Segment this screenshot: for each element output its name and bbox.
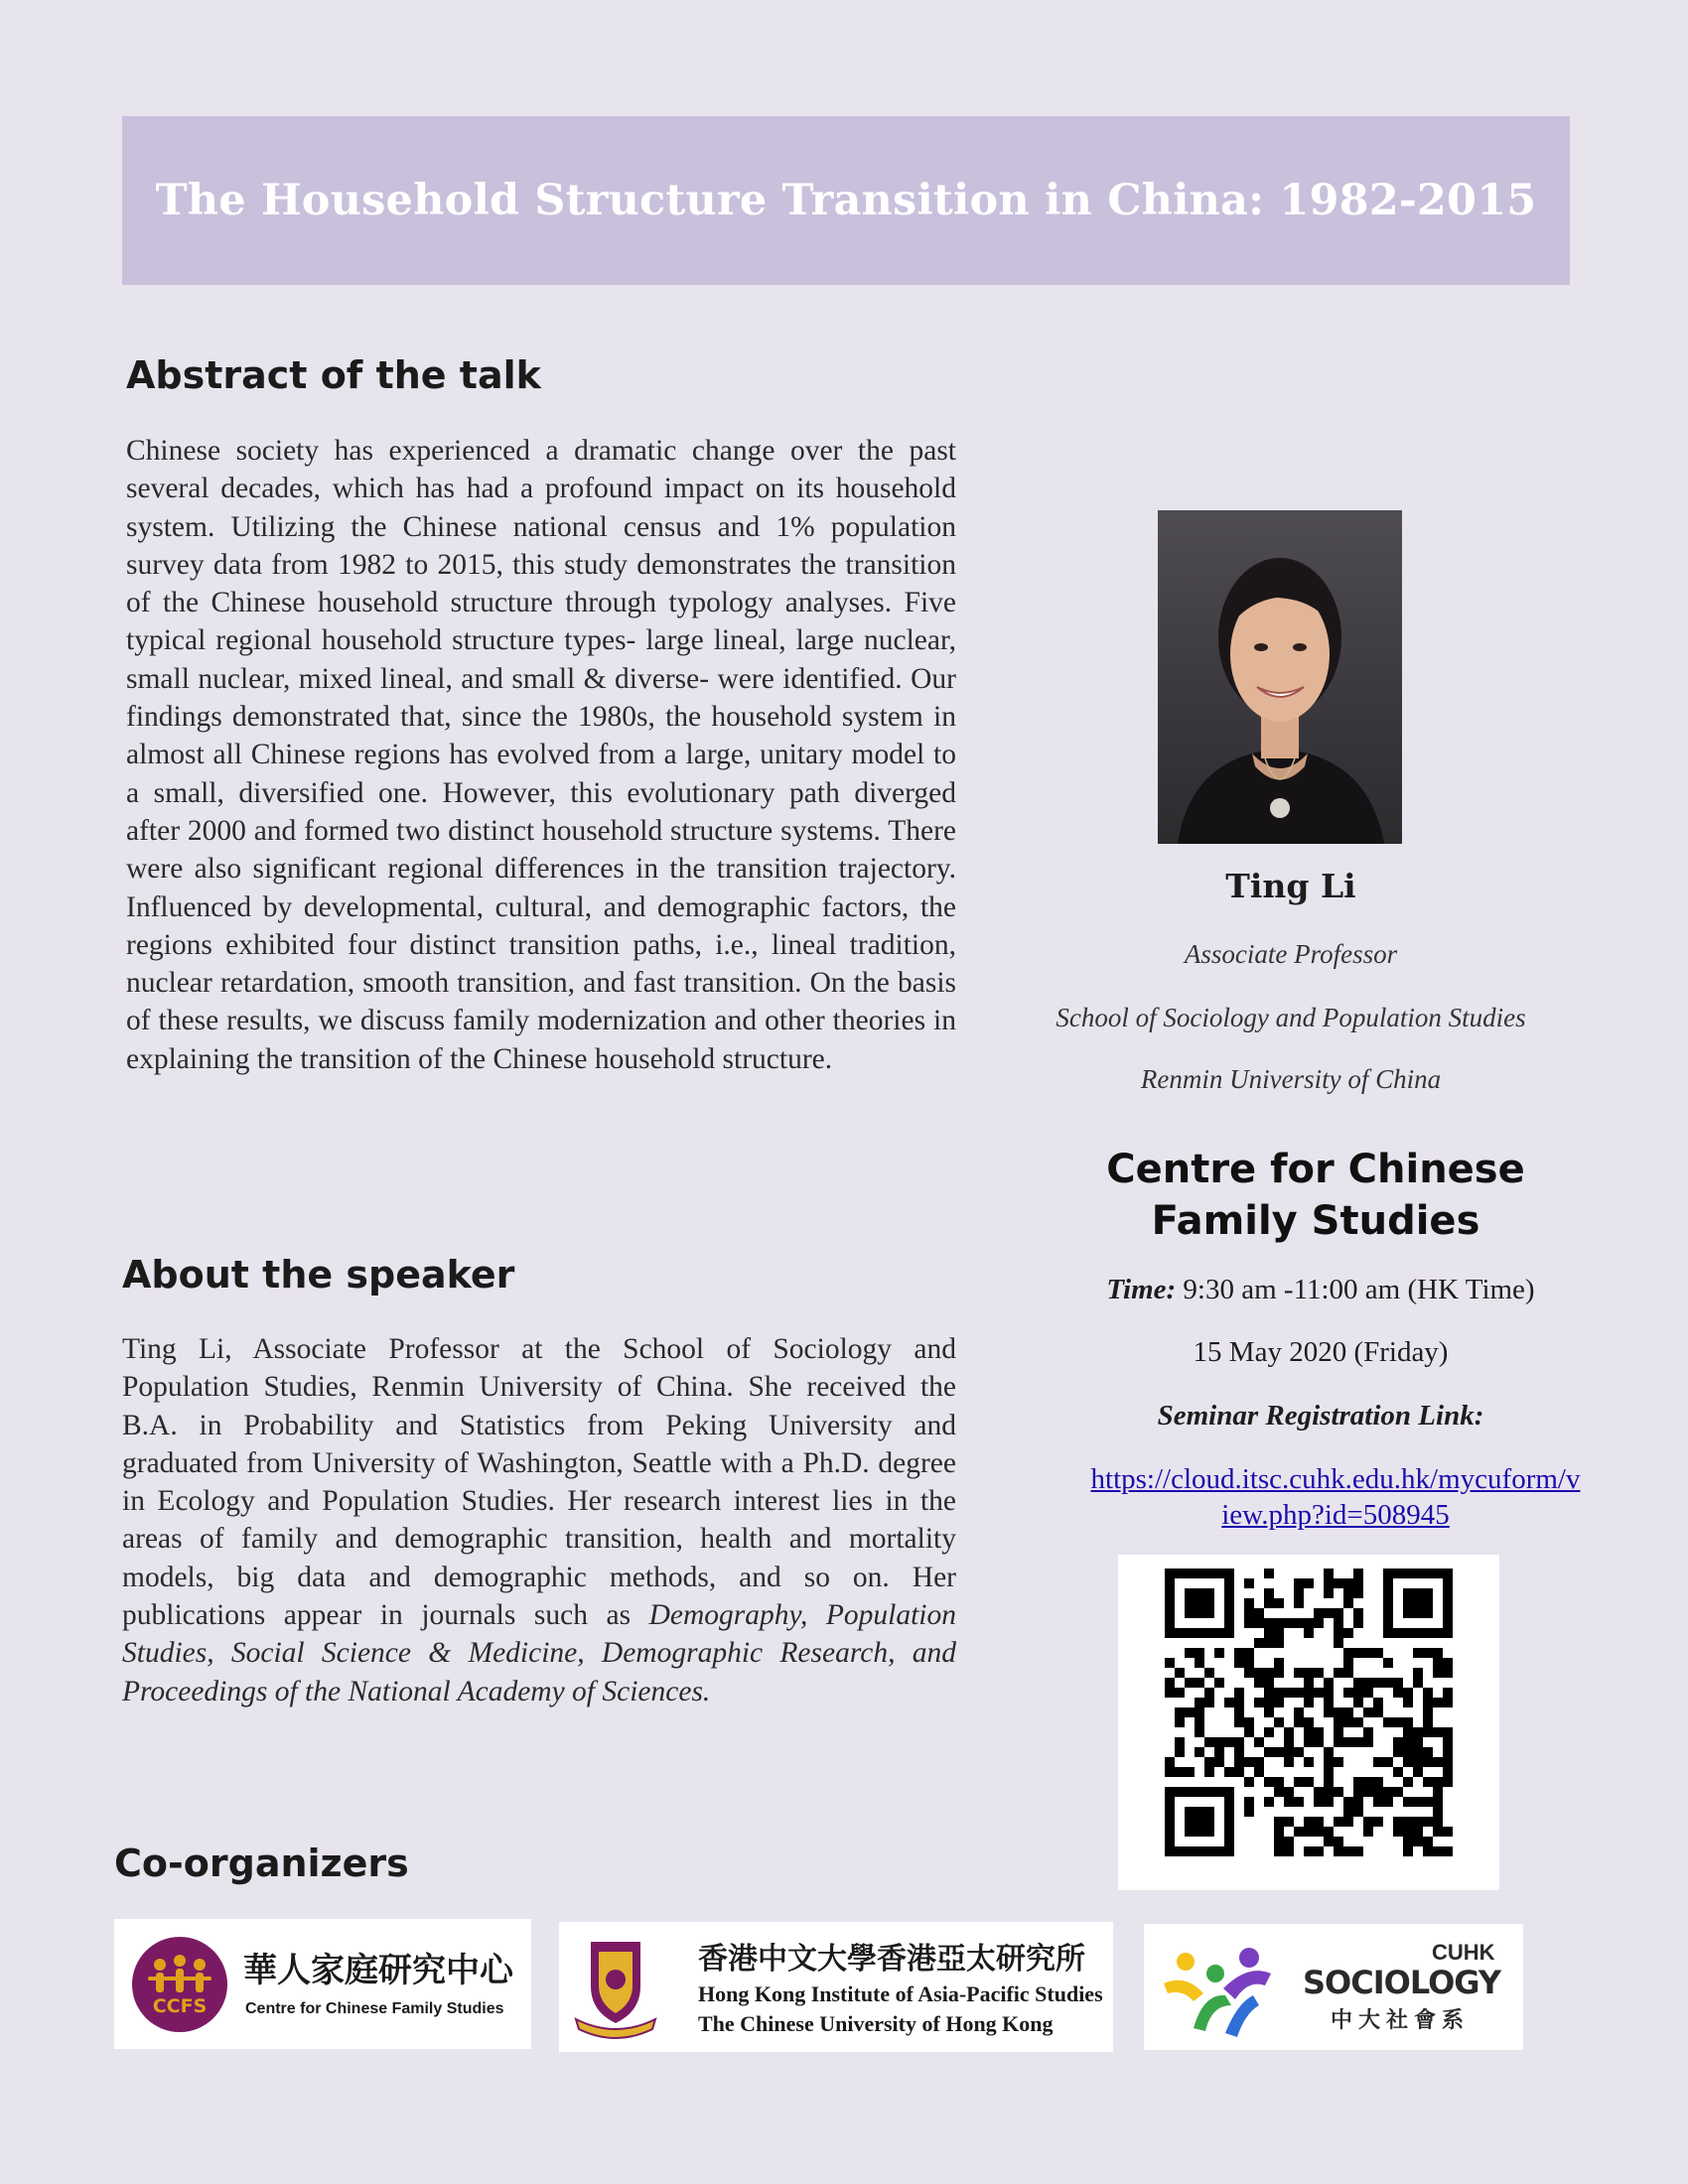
about-heading: About the speaker bbox=[122, 1253, 515, 1297]
registration-qr-code[interactable] bbox=[1118, 1555, 1499, 1890]
page-title: The Household Structure Transition in China: 1982-2015 bbox=[155, 176, 1537, 225]
about-text bbox=[122, 1330, 956, 1710]
speaker-position: Associate Professor bbox=[1184, 939, 1398, 969]
about-bio: Ting Li, Associate Professor at the School of Sociology and Population Studies, Renmin University of China. She received the B.A. in Probability and Statistics from Peking University and graduated from University of Washington, Seattle with a Ph.D. degree in Ecology and Population Studies. Her research interest lies in the areas of family and demographic transition, health and mortality models, big data and demographic methods, and so on. Her publications appear in journals such as bbox=[122, 1333, 956, 1632]
title-banner bbox=[122, 116, 1570, 285]
cuhk-sociology-logo bbox=[1144, 1924, 1523, 2050]
ccfs-emblem-icon bbox=[130, 1935, 229, 2034]
sociology-cuhk: CUHK bbox=[1432, 1940, 1495, 1965]
registration-link-line2[interactable]: iew.php?id=508945 bbox=[1221, 1499, 1450, 1531]
hkiaps-logo bbox=[559, 1922, 1113, 2052]
coorganizers-heading: Co-organizers bbox=[114, 1842, 409, 1885]
about-body bbox=[122, 1330, 956, 1710]
event-time bbox=[1062, 1274, 1579, 1306]
ccfs-english-name: Centre for Chinese Family Studies bbox=[245, 2000, 504, 2017]
hkiaps-english-name: Hong Kong Institute of Asia-Pacific Studies bbox=[698, 1981, 1103, 2006]
abstract-text: Chinese society has experienced a dramatic change over the past several decades, which has had a profound impact on its household system. Utilizing the Chinese national census and 1% population survey data from 1982 to 2015, this study demonstrates the transition of the Chinese household structure through typology analyses. Five typical regional household structure types- large lineal, large nuclear, small nuclear, mixed lineal, and small & diverse- were identified. Our findings demonstrated that, since the 1980s, the household system in almost all Chinese regions has evolved from a large, unitary model to a small, diversified one. However, this evolutionary path diverged after 2000 and formed two distinct household structure systems. There were also significant regional differences in the transition trajectory. Influenced by developmental, cultural, and demographic factors, the regions exhibited four distinct transition paths, i.e., lineal tradition, nuclear retardation, smooth transition, and fast transition. On the basis of these results, we discuss family modernization and other theories in explaining the transition of the Chinese household structure. bbox=[126, 435, 956, 1075]
speaker-university: Renmin University of China bbox=[1140, 1064, 1442, 1094]
centre-name: Centre for Chinese Family Studies bbox=[1106, 1147, 1525, 1244]
sociology-word: SOCIOLOGY bbox=[1303, 1964, 1501, 2001]
ccfs-badge: CCFS bbox=[152, 1995, 208, 2017]
speaker-photo bbox=[1158, 510, 1402, 844]
hkiaps-chinese-name: 香港中文大學香港亞太研究所 bbox=[698, 1942, 1085, 1977]
sociology-chinese: 中大社會系 bbox=[1331, 2008, 1471, 2033]
abstract-body bbox=[126, 432, 956, 1078]
speaker-name: Ting Li bbox=[1225, 867, 1356, 905]
registration-link-line1[interactable]: https://cloud.itsc.cuhk.edu.hk/mycuform/v bbox=[1090, 1463, 1581, 1495]
cuhk-english-name: The Chinese University of Hong Kong bbox=[698, 2011, 1054, 2036]
time-value: 9:30 am -11:00 am (HK Time) bbox=[1183, 1274, 1535, 1305]
abstract-heading: Abstract of the talk bbox=[126, 353, 541, 397]
speaker-school: School of Sociology and Population Studies bbox=[1055, 1003, 1526, 1032]
ccfs-chinese-name: 華人家庭研究中心 bbox=[243, 1951, 513, 1990]
cuhk-crest-icon bbox=[571, 1932, 660, 2041]
registration-link[interactable] bbox=[1018, 1461, 1653, 1533]
registration-label-text: Seminar Registration Link: bbox=[1157, 1400, 1484, 1432]
event-date: 15 May 2020 (Friday) bbox=[1193, 1336, 1449, 1368]
sociology-people-icon bbox=[1154, 1934, 1273, 2043]
ccfs-logo bbox=[114, 1919, 531, 2049]
about-journals: Demography, Population Studies, Social Science & Medicine, Demographic Research, and Proceedings of the National Academy of Sciences. bbox=[122, 1599, 956, 1707]
registration-label bbox=[1062, 1400, 1579, 1433]
qr-code-icon bbox=[1118, 1555, 1499, 1890]
speaker-portrait-icon bbox=[1158, 510, 1402, 844]
time-label: Time: bbox=[1106, 1274, 1177, 1305]
